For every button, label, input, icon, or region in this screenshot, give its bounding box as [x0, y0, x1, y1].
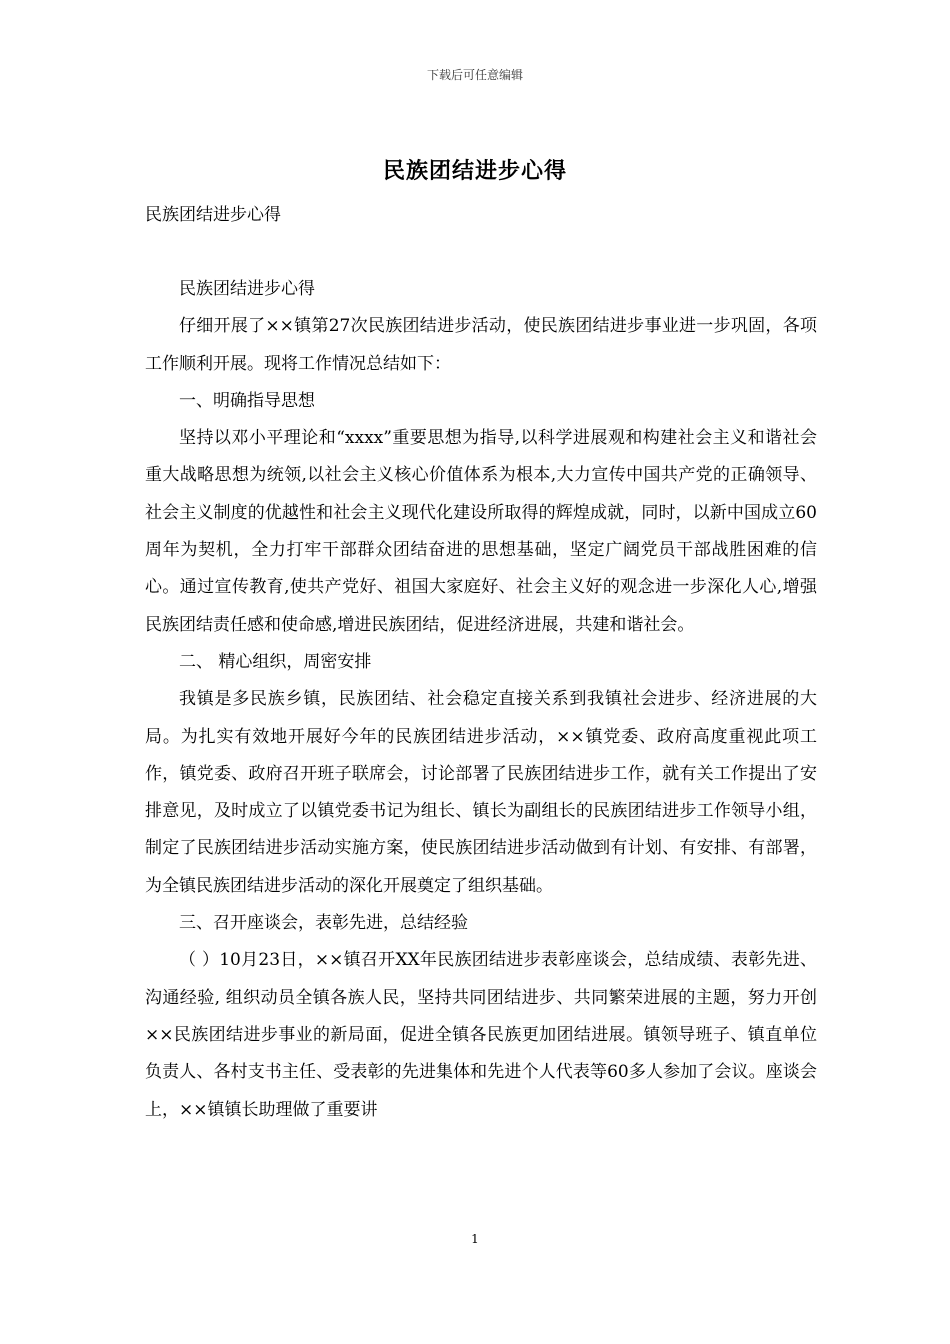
- paragraph-intro: 仔细开展了××镇第27次民族团结进步活动，使民族团结进步事业进一步巩固，各项工作顺利开展。现将工作情况总结如下：: [145, 316, 817, 374]
- header-note: 下载后可任意编辑: [426, 68, 523, 82]
- section-heading-3: 三、召开座谈会，表彰先进，总结经验: [179, 913, 468, 934]
- paragraph-symposium: （ ）10月23日，××镇召开XX年民族团结进步表彰座谈会，总结成绩、表彰先进、沟通经验, 组织动员全镇各族人民，坚持共同团结进步、共同繁荣进展的主题，努力开创××民族团结进步事业的新局面，促进全镇各民族更加团结进展。镇领导班子、镇直单位负责人、各村支书主任、受表彰的先进集体和先进个人代表等60多人参加了会议。座谈会上，××镇镇长助理做了重要讲: [145, 950, 817, 1120]
- document-subtitle: 民族团结进步心得: [145, 205, 281, 225]
- section-heading-1: 一、明确指导思想: [179, 390, 315, 411]
- paragraph-guiding-thought: 坚持以邓小平理论和“xxxx”重要思想为指导,以科学进展观和构建社会主义和谐社会重大战略思想为统领,以社会主义核心价值体系为根本,大力宣传中国共产党的正确领导、社会主义制度的优越性和社会主义现代化建设所取得的辉煌成就，同时，以新中国成立60周年为契机，全力打牢干部群众团结奋进的思想基础，坚定广阔党员干部战胜困难的信心。通过宣传教育,使共产党好、祖国大家庭好、社会主义好的观念进一步深化人心,增强民族团结责任感和使命感,增进民族团结，促进经济进展，共建和谐社会。: [145, 428, 817, 635]
- section-heading-2: 二、 精心组织，周密安排: [179, 651, 372, 672]
- paragraph-heading: 民族团结进步心得: [179, 279, 315, 299]
- document-body: [145, 271, 817, 1129]
- document-title: 民族团结进步心得: [382, 158, 567, 184]
- page-number: 1: [471, 1232, 479, 1246]
- paragraph-organization: 我镇是多民族乡镇，民族团结、社会稳定直接关系到我镇社会进步、经济进展的大局。为扎实有效地开展好今年的民族团结进步活动，××镇党委、政府高度重视此项工作，镇党委、政府召开班子联席会，讨论部署了民族团结进步工作，就有关工作提出了安排意见，及时成立了以镇党委书记为组长、镇长为副组长的民族团结进步工作领导小组，制定了民族团结进步活动实施方案，使民族团结进步活动做到有计划、有安排、有部署，为全镇民族团结进步活动的深化开展奠定了组织基础。: [145, 689, 817, 896]
